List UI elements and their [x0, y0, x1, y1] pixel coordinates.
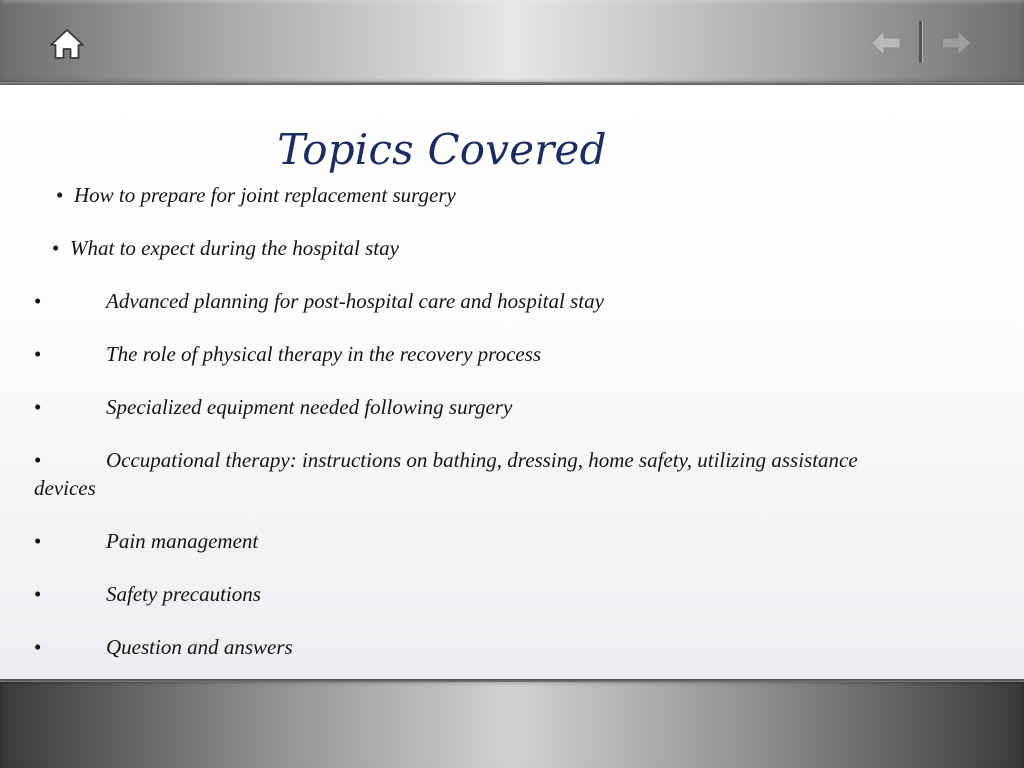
list-item: • How to prepare for joint replacement surgery	[56, 183, 456, 207]
list-item: • Occupational therapy: instructions on bathing, dressing, home safety, utilizing assistance devices	[34, 448, 858, 500]
bullet-dot: •	[34, 635, 42, 659]
bullet-dot: •	[34, 582, 42, 606]
nav-divider	[919, 21, 922, 63]
bullet-dot: •	[34, 448, 42, 472]
list-item: • The role of physical therapy in the recovery process	[34, 342, 542, 366]
list-item: • Question and answers	[34, 635, 293, 659]
bullet-dot: •	[34, 289, 42, 313]
bullet-dot: •	[56, 183, 64, 207]
arrow-left-icon	[868, 26, 904, 60]
slide-content	[0, 85, 1024, 679]
bullet-dot: •	[34, 342, 42, 366]
slide-title: Topics Covered	[277, 125, 607, 174]
list-item: • What to expect during the hospital stay	[52, 236, 399, 260]
next-slide-button[interactable]	[938, 26, 974, 60]
bullet-dot: •	[34, 529, 42, 553]
list-item: • Pain management	[34, 529, 259, 553]
home-icon	[48, 26, 86, 62]
bullet-dot: •	[52, 236, 60, 260]
list-item: • Advanced planning for post-hospital care and hospital stay	[34, 289, 604, 313]
list-item: • Safety precautions	[34, 582, 261, 606]
previous-slide-button[interactable]	[868, 26, 904, 60]
arrow-right-icon	[938, 26, 974, 60]
list-item: • Specialized equipment needed following surgery	[34, 395, 513, 419]
bullet-dot: •	[34, 395, 42, 419]
home-button[interactable]	[48, 26, 86, 62]
top-toolbar	[0, 0, 1024, 85]
bottom-toolbar	[0, 679, 1024, 768]
